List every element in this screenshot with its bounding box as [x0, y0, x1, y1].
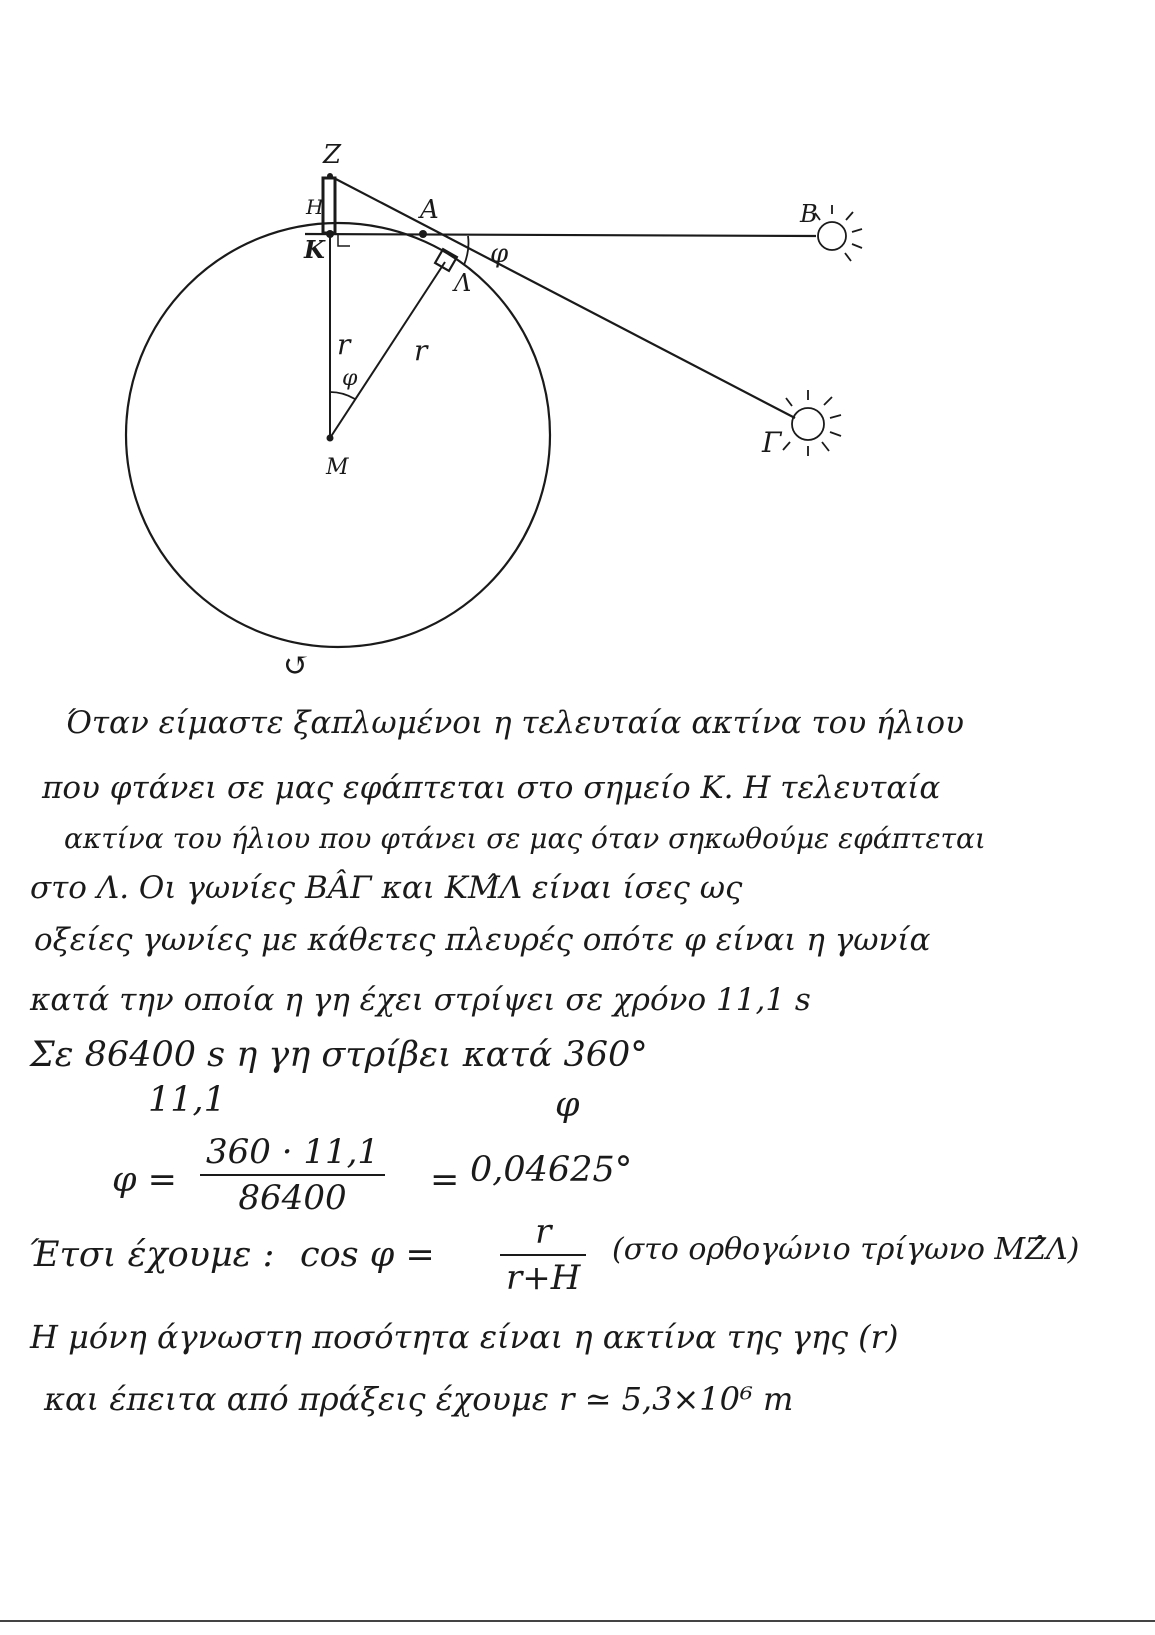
label-B: B [800, 200, 818, 228]
person-standing [323, 178, 335, 233]
conclusion-line-2: και έπειτα από πράξεις έχουμε r ≃ 5,3×10⁶ m [44, 1380, 794, 1418]
eq1-numerator: 360 · 11,1 [206, 1132, 380, 1172]
eq1-result: 0,04625° [470, 1150, 633, 1190]
angle-arc-M [330, 392, 355, 399]
eq2-note: (στο ορθογώνιο τρίγωνο ΜΖ̂Λ) [612, 1232, 1080, 1267]
right-angle-mark [338, 234, 350, 246]
rotation-mark: ↺ [283, 646, 310, 684]
sun-G-icon [783, 390, 841, 456]
label-Z: Z [323, 140, 342, 170]
geometry-figure [0, 0, 1155, 650]
eq2-denominator: r+H [500, 1254, 586, 1298]
eq2-numerator: r [535, 1212, 552, 1252]
label-G: Γ [762, 426, 782, 459]
proportion-line: Σε 86400 s η γη στρίβει κατά 360° [30, 1035, 648, 1075]
earth-circle [126, 223, 550, 647]
label-M: M [326, 455, 349, 480]
eq1-denominator: 86400 [200, 1174, 385, 1218]
paragraph-line-4: στο Λ. Οι γωνίες ΒÂΓ και ΚΜ̂Λ είναι ίσες ως [30, 870, 743, 906]
sun-B-icon [815, 205, 862, 261]
label-H: H [306, 195, 324, 219]
angle-arc-tangent [464, 236, 469, 265]
label-phi-center: φ [342, 366, 358, 391]
ray-ZG [330, 176, 795, 418]
label-L: Λ [454, 269, 472, 297]
eq1-fraction [200, 1132, 385, 1218]
conclusion-line-1: Η μόνη άγνωστη ποσότητα είναι η ακτίνα της γης (r) [30, 1318, 899, 1356]
proportion-under-right: φ [555, 1085, 580, 1125]
paragraph-line-5: οξείες γωνίες με κάθετες πλευρές οπότε φ είναι η γωνία [34, 922, 931, 958]
label-phi-tangent: φ [490, 239, 509, 269]
point-M [327, 435, 334, 442]
paragraph-line-6: κατά την οποία η γη έχει στρίψει σε χρόνο 11,1 s [30, 982, 811, 1018]
label-K: K [304, 235, 325, 264]
point-A [419, 230, 427, 238]
paragraph-line-2: που φτάνει σε μας εφάπτεται στο σημείο Κ. Η τελευταία [42, 770, 941, 806]
proportion-under-left: 11,1 [148, 1080, 226, 1120]
label-r-left: r [337, 328, 351, 361]
paragraph-line-1: Όταν είμαστε ξαπλωμένοι η τελευταία ακτίνα του ήλιου [66, 705, 964, 741]
eq1-equals: = [430, 1160, 460, 1200]
label-A: A [420, 195, 439, 225]
eq2-lhs: cos φ = [300, 1235, 435, 1275]
eq2-lead: Έτσι έχουμε : [28, 1235, 275, 1275]
page-bottom-rule [0, 1620, 1155, 1622]
label-r-right: r [414, 334, 428, 367]
ray-KB [305, 234, 816, 236]
paragraph-line-3: ακτίνα του ήλιου που φτάνει σε μας όταν σηκωθούμε εφάπτεται [64, 822, 986, 855]
eq1-lhs: φ = [112, 1160, 177, 1200]
eq2-fraction [500, 1212, 586, 1298]
